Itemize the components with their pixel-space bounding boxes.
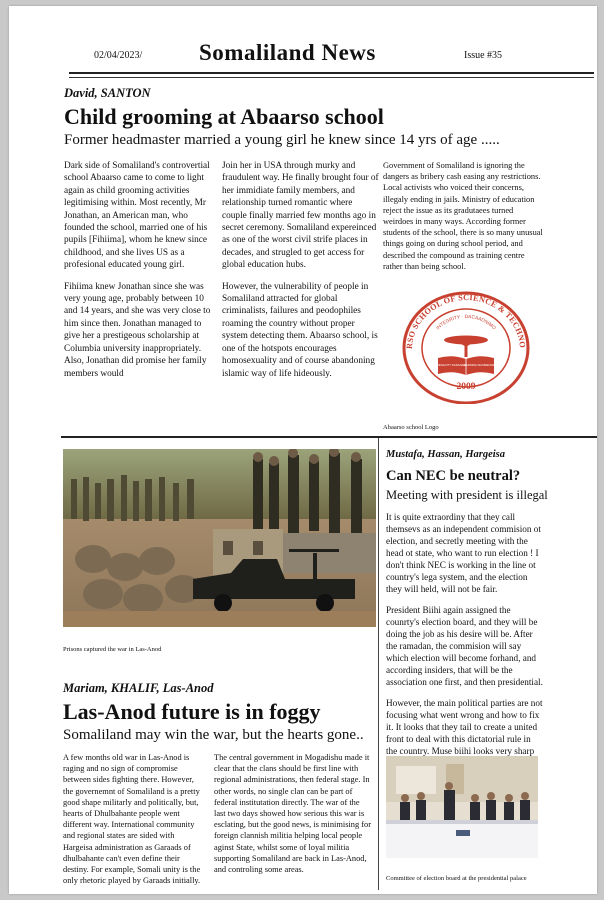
svg-text:INTEGRITY · DACAADNIMO bbox=[435, 314, 497, 331]
logo-ring-text: RSO SCHOOL OF SCIENCE & TECHNO bbox=[404, 292, 528, 350]
article2-byline: Mariam, KHALIF, Las-Anod bbox=[63, 681, 214, 695]
logo-inner-text: INTEGRITY · DACAADNIMO bbox=[435, 314, 497, 332]
article1-col1-para2: Fihiima knew Jonathan since she was very young age, probably between 10 and 14 years, and she was very close to him since then. Jonathan managed to give her a prestigeous scholarship at Columbia university inappropriately. Also, Jonathan did promise her family members would bbox=[64, 281, 211, 379]
column-divider bbox=[378, 438, 379, 890]
issue-date: 02/04/2023/ bbox=[94, 50, 143, 61]
abaarso-school-logo bbox=[386, 288, 546, 404]
article1-column-1 bbox=[64, 160, 212, 389]
article1-col3-para1: Government of Somaliland is ignoring the dangers as bribery cash easing any restrictions. Local activists who voiced their concerns, illegaly ending in jails. Ministry of education reject the issue as its gradutaees turned weirdoes in many ways. According former students of the school, there is so many unusual things going on during school period, and described the compound as training centre rather than being school. bbox=[383, 161, 543, 271]
newspaper-page bbox=[9, 6, 597, 894]
article1-col1-para1: Dark side of Somaliland's controvertial school Abaarso came to come to light again as child grooming activities legitimising within. Most recently, Mr Jonathan, an American man, who founded the school, married one of his pupils [Fihiima], whom he knew since childhood, and she lives US as a profesional educated young girl. bbox=[64, 161, 210, 271]
article3-para2: President Biihi again assigned the counrty's election board, and they will be doing the job as his desire will be. After the ramadan, the commision will say which election will become forhand, and according insiders, that will be the association one first, and then presidential. bbox=[386, 605, 543, 687]
article1-col2-para2: However, the vulnerability of people in Somaliland attracted for global criminalists, failures and peodophiles roaming the country without proper system detecting them. Abaarso school, is one of the hotspots encourages homosexuality and of course abandoning islamic way of life hideously. bbox=[222, 281, 378, 379]
logo-caption: Abaarso school Logo bbox=[383, 424, 439, 431]
article3-headline: Can NEC be neutral? bbox=[386, 468, 521, 484]
article1-headline: Child grooming at Abaarso school bbox=[64, 104, 384, 129]
masthead-rule-thin bbox=[69, 77, 594, 78]
election-photo-caption: Committee of election board at the presidential palace bbox=[386, 875, 527, 882]
masthead-title: Somaliland News bbox=[199, 40, 376, 65]
issue-number: Issue #35 bbox=[464, 50, 503, 61]
article3-para1: It is quite extraordiny that they call themsevs as an independent commision ot election, and secretly meeting with the head ot state, who want to run election ! I don't think NEC is working in the line ot country's lega system, and the election they will held, will not be fair. bbox=[386, 512, 541, 594]
article3-byline: Mustafa, Hassan, Hargeisa bbox=[386, 449, 506, 460]
election-board-photo bbox=[386, 756, 538, 858]
logo-book-left-text: TENACITY DADAALKA bbox=[437, 363, 467, 367]
masthead-rule bbox=[69, 72, 594, 74]
article3-subheadline: Meeting with president is illegal bbox=[386, 488, 548, 502]
article1-col2-para1: Join her in USA through murky and fraudulent way. He finally brought four of her immidiate family members, and relationship turned romantic where couple finally married few months ago in secret ceremony. Somaliland expereinced as one of the worst civil strife places in decades, and strugled to get access for global education hubs. bbox=[222, 161, 379, 271]
logo-year: 2009 bbox=[456, 382, 476, 392]
article2-column-2 bbox=[214, 752, 372, 884]
article3-body bbox=[386, 511, 544, 778]
section-divider bbox=[61, 436, 597, 438]
war-photo bbox=[63, 449, 376, 627]
article1-subheadline: Former headmaster married a young girl he knew since 14 yrs of age ..... bbox=[64, 132, 500, 148]
article1-byline: David, SANTON bbox=[64, 86, 151, 100]
article1-column-3 bbox=[383, 160, 543, 281]
war-photo-caption: Prisons captured the war in Las-Anod bbox=[63, 646, 162, 653]
article2-headline: Las-Anod future is in foggy bbox=[63, 699, 321, 724]
logo-book-right-text: LEARNING WAXBARASHO bbox=[462, 363, 498, 367]
article1-column-2 bbox=[222, 160, 379, 389]
article2-col2-para: The central government in Mogadishu made it clear that the clans should be first line with regional administrations, then federal stage. In other words, no single clan can be part of federal institutation directly. The war of the last two days showed how serious this war is esclating, but the good news, is minimising for foreign clannish militia helping local people aginst State, whilst some of loyal militia supporting Somaliland are back in Las-Anod, and controling some areas. bbox=[214, 753, 372, 875]
article3-para3: However, the main political parties are not focusing what went wrong and how to fix it. It looks that they tail to create a united front to deal with this dictatorial rule in the country. Muse biihi looks very sharp bbox=[386, 698, 543, 756]
article2-column-1 bbox=[63, 752, 205, 895]
article2-subheadline: Somaliland may win the war, but the hearts gone.. bbox=[63, 727, 364, 743]
article2-col1-para: A few months old war in Las-Anod is raging and no sign of compromise between sides fighting there. However, the governemnt of Somaliland is a pretty good shape militarly and politically, but, hearts of Dhulbahante people went different way. International community and regional states are sided with Hargeisa administration as Garaads of dhulbahante can't even define their destiny. For example, Somali unity is the only rhetoric played by Garaads initially. bbox=[63, 753, 201, 886]
